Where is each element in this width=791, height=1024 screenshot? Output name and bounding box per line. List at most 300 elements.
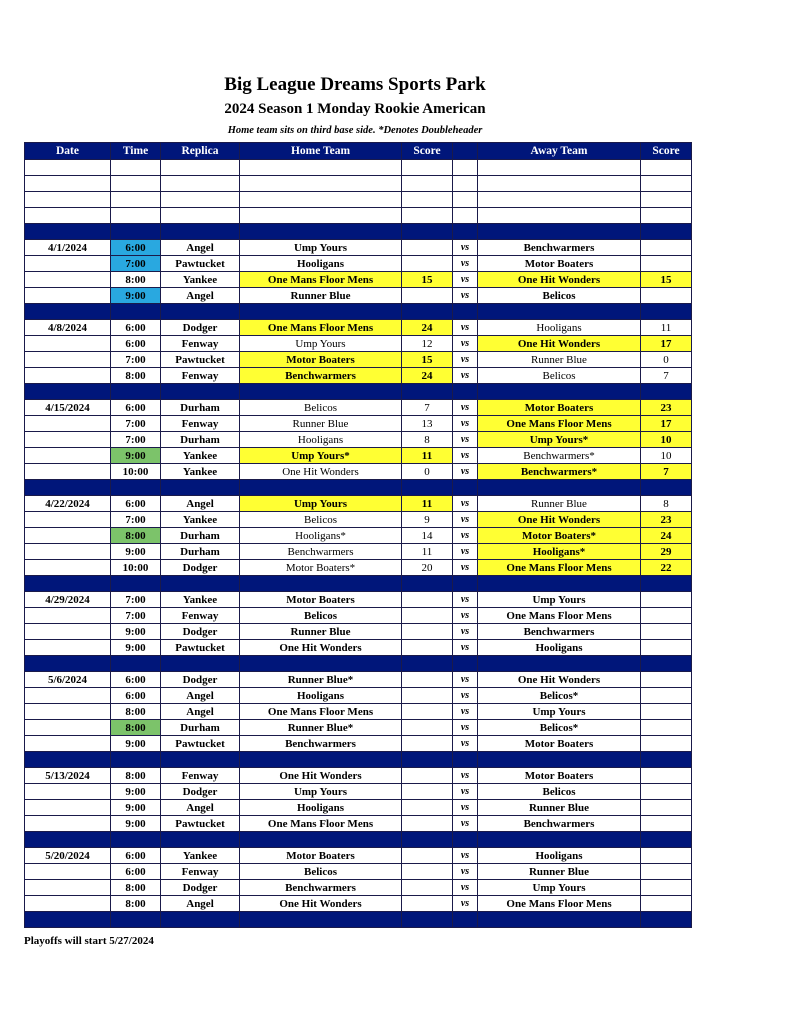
vs-cell: vs — [453, 720, 478, 736]
separator-cell — [453, 384, 478, 400]
column-header: Score — [402, 143, 453, 160]
home-team-cell: Belicos — [240, 608, 402, 624]
away-team-cell: Ump Yours — [478, 880, 641, 896]
home-team-cell: One Mans Floor Mens — [240, 320, 402, 336]
home-team-cell: Runner Blue — [240, 288, 402, 304]
time-cell: 7:00 — [111, 432, 161, 448]
game-row — [25, 720, 692, 736]
empty-cell — [25, 176, 111, 192]
separator-cell — [111, 832, 161, 848]
home-score-cell: 7 — [402, 400, 453, 416]
replica-cell: Durham — [161, 528, 240, 544]
away-score-cell: 10 — [641, 448, 692, 464]
empty-cell — [641, 208, 692, 224]
away-score-cell — [641, 800, 692, 816]
away-team-cell: Benchwarmers — [478, 240, 641, 256]
empty-cell — [161, 160, 240, 176]
game-row — [25, 560, 692, 576]
separator-cell — [111, 656, 161, 672]
vs-cell: vs — [453, 320, 478, 336]
vs-cell: vs — [453, 704, 478, 720]
away-score-cell — [641, 880, 692, 896]
replica-cell: Fenway — [161, 416, 240, 432]
separator-cell — [111, 576, 161, 592]
replica-cell: Fenway — [161, 336, 240, 352]
away-score-cell: 17 — [641, 336, 692, 352]
home-team-cell: One Hit Wonders — [240, 464, 402, 480]
away-score-cell — [641, 704, 692, 720]
game-row — [25, 400, 692, 416]
time-cell: 8:00 — [111, 880, 161, 896]
home-score-cell — [402, 720, 453, 736]
away-team-cell: Ump Yours — [478, 704, 641, 720]
home-team-cell: One Hit Wonders — [240, 640, 402, 656]
game-row — [25, 736, 692, 752]
empty-cell — [161, 192, 240, 208]
separator-cell — [111, 480, 161, 496]
empty-cell — [111, 160, 161, 176]
separator-cell — [161, 832, 240, 848]
away-score-cell — [641, 848, 692, 864]
replica-cell: Angel — [161, 240, 240, 256]
separator-cell — [478, 480, 641, 496]
game-row — [25, 512, 692, 528]
home-team-cell: Runner Blue* — [240, 672, 402, 688]
away-team-cell: One Mans Floor Mens — [478, 416, 641, 432]
game-row — [25, 800, 692, 816]
home-score-cell: 13 — [402, 416, 453, 432]
time-cell: 7:00 — [111, 416, 161, 432]
date-cell — [25, 448, 111, 464]
separator-cell — [240, 656, 402, 672]
separator-cell — [161, 912, 240, 928]
home-team-cell: Belicos — [240, 512, 402, 528]
vs-cell: vs — [453, 512, 478, 528]
replica-cell: Durham — [161, 400, 240, 416]
vs-cell: vs — [453, 448, 478, 464]
time-cell: 6:00 — [111, 864, 161, 880]
home-score-cell — [402, 624, 453, 640]
separator-cell — [25, 752, 111, 768]
home-team-cell: Ump Yours — [240, 336, 402, 352]
separator-cell — [240, 384, 402, 400]
time-cell: 7:00 — [111, 512, 161, 528]
vs-cell: vs — [453, 288, 478, 304]
week-separator — [25, 912, 692, 928]
away-score-cell — [641, 736, 692, 752]
time-cell: 8:00 — [111, 272, 161, 288]
away-team-cell: Motor Boaters* — [478, 528, 641, 544]
vs-cell: vs — [453, 784, 478, 800]
time-cell: 7:00 — [111, 352, 161, 368]
home-score-cell — [402, 896, 453, 912]
time-cell: 6:00 — [111, 400, 161, 416]
game-row — [25, 368, 692, 384]
date-cell — [25, 288, 111, 304]
empty-cell — [240, 192, 402, 208]
replica-cell: Durham — [161, 432, 240, 448]
home-score-cell: 11 — [402, 544, 453, 560]
empty-cell — [453, 208, 478, 224]
separator-cell — [161, 656, 240, 672]
replica-cell: Yankee — [161, 848, 240, 864]
game-row — [25, 592, 692, 608]
home-score-cell: 11 — [402, 448, 453, 464]
home-score-cell — [402, 768, 453, 784]
separator-cell — [478, 752, 641, 768]
replica-cell: Dodger — [161, 880, 240, 896]
separator-cell — [240, 832, 402, 848]
separator-cell — [161, 752, 240, 768]
separator-cell — [402, 752, 453, 768]
replica-cell: Yankee — [161, 448, 240, 464]
separator-cell — [161, 224, 240, 240]
away-team-cell: Ump Yours — [478, 592, 641, 608]
vs-cell: vs — [453, 400, 478, 416]
date-cell — [25, 432, 111, 448]
game-row — [25, 240, 692, 256]
replica-cell: Yankee — [161, 512, 240, 528]
vs-cell: vs — [453, 880, 478, 896]
time-cell: 9:00 — [111, 624, 161, 640]
replica-cell: Fenway — [161, 768, 240, 784]
vs-cell: vs — [453, 560, 478, 576]
separator-cell — [402, 576, 453, 592]
home-team-cell: Benchwarmers — [240, 736, 402, 752]
date-cell: 5/20/2024 — [25, 848, 111, 864]
date-cell — [25, 560, 111, 576]
replica-cell: Fenway — [161, 864, 240, 880]
page-subtitle: 2024 Season 1 Monday Rookie American — [224, 101, 486, 117]
empty-cell — [240, 160, 402, 176]
home-score-cell — [402, 736, 453, 752]
time-cell: 8:00 — [111, 768, 161, 784]
column-header: Home Team — [240, 143, 402, 160]
separator-cell — [402, 832, 453, 848]
week-separator — [25, 480, 692, 496]
home-team-cell: Hooligans — [240, 432, 402, 448]
date-cell: 4/8/2024 — [25, 320, 111, 336]
away-team-cell: Motor Boaters — [478, 256, 641, 272]
blank-row — [25, 192, 692, 208]
game-row — [25, 688, 692, 704]
separator-cell — [161, 480, 240, 496]
home-score-cell: 9 — [402, 512, 453, 528]
date-cell — [25, 736, 111, 752]
game-row — [25, 672, 692, 688]
time-cell: 9:00 — [111, 784, 161, 800]
vs-cell: vs — [453, 240, 478, 256]
home-team-cell: Motor Boaters — [240, 352, 402, 368]
away-team-cell: One Mans Floor Mens — [478, 608, 641, 624]
replica-cell: Pawtucket — [161, 736, 240, 752]
vs-cell: vs — [453, 800, 478, 816]
vs-cell: vs — [453, 368, 478, 384]
empty-cell — [641, 176, 692, 192]
separator-cell — [25, 656, 111, 672]
date-cell: 5/6/2024 — [25, 672, 111, 688]
column-header: Replica — [161, 143, 240, 160]
separator-cell — [25, 384, 111, 400]
away-team-cell: Belicos* — [478, 688, 641, 704]
away-team-cell: Motor Boaters — [478, 768, 641, 784]
column-header: Date — [25, 143, 111, 160]
separator-cell — [161, 304, 240, 320]
empty-cell — [240, 176, 402, 192]
away-team-cell: One Hit Wonders — [478, 512, 641, 528]
home-team-cell: Hooligans — [240, 256, 402, 272]
separator-cell — [641, 832, 692, 848]
away-team-cell: Benchwarmers* — [478, 464, 641, 480]
empty-cell — [453, 176, 478, 192]
empty-cell — [478, 208, 641, 224]
date-cell: 4/1/2024 — [25, 240, 111, 256]
game-row — [25, 320, 692, 336]
empty-cell — [478, 176, 641, 192]
away-score-cell — [641, 896, 692, 912]
separator-cell — [402, 656, 453, 672]
time-cell: 10:00 — [111, 560, 161, 576]
empty-cell — [402, 192, 453, 208]
separator-cell — [402, 304, 453, 320]
home-score-cell: 11 — [402, 496, 453, 512]
empty-cell — [25, 208, 111, 224]
date-cell — [25, 640, 111, 656]
date-cell — [25, 624, 111, 640]
date-cell — [25, 608, 111, 624]
time-cell: 6:00 — [111, 240, 161, 256]
replica-cell: Fenway — [161, 368, 240, 384]
away-score-cell: 24 — [641, 528, 692, 544]
separator-cell — [25, 832, 111, 848]
date-cell — [25, 336, 111, 352]
vs-cell: vs — [453, 848, 478, 864]
date-cell — [25, 544, 111, 560]
separator-cell — [478, 304, 641, 320]
separator-cell — [453, 912, 478, 928]
home-score-cell: 15 — [402, 272, 453, 288]
game-row — [25, 896, 692, 912]
replica-cell: Yankee — [161, 592, 240, 608]
separator-cell — [478, 656, 641, 672]
away-team-cell: Belicos* — [478, 720, 641, 736]
time-cell: 9:00 — [111, 800, 161, 816]
game-row — [25, 864, 692, 880]
vs-cell: vs — [453, 464, 478, 480]
time-cell: 7:00 — [111, 256, 161, 272]
game-row — [25, 288, 692, 304]
away-score-cell: 0 — [641, 352, 692, 368]
date-cell: 4/29/2024 — [25, 592, 111, 608]
home-score-cell — [402, 640, 453, 656]
away-score-cell — [641, 864, 692, 880]
replica-cell: Angel — [161, 496, 240, 512]
away-score-cell: 11 — [641, 320, 692, 336]
date-cell — [25, 256, 111, 272]
home-team-cell: Ump Yours — [240, 784, 402, 800]
away-score-cell: 15 — [641, 272, 692, 288]
replica-cell: Angel — [161, 288, 240, 304]
away-score-cell: 7 — [641, 368, 692, 384]
home-score-cell — [402, 816, 453, 832]
vs-cell: vs — [453, 416, 478, 432]
home-team-cell: Ump Yours — [240, 496, 402, 512]
game-row — [25, 544, 692, 560]
time-cell: 7:00 — [111, 608, 161, 624]
separator-cell — [240, 752, 402, 768]
time-cell: 8:00 — [111, 720, 161, 736]
away-team-cell: One Mans Floor Mens — [478, 896, 641, 912]
separator-cell — [111, 752, 161, 768]
separator-cell — [478, 832, 641, 848]
home-score-cell — [402, 800, 453, 816]
home-team-cell: Benchwarmers — [240, 544, 402, 560]
separator-cell — [25, 912, 111, 928]
home-team-cell: Runner Blue — [240, 624, 402, 640]
separator-cell — [478, 576, 641, 592]
vs-cell: vs — [453, 272, 478, 288]
date-cell — [25, 528, 111, 544]
time-cell: 8:00 — [111, 528, 161, 544]
empty-cell — [161, 208, 240, 224]
separator-cell — [641, 480, 692, 496]
home-team-cell: Motor Boaters — [240, 592, 402, 608]
home-score-cell — [402, 864, 453, 880]
empty-cell — [641, 160, 692, 176]
replica-cell: Yankee — [161, 464, 240, 480]
empty-cell — [111, 192, 161, 208]
home-team-cell: One Hit Wonders — [240, 768, 402, 784]
away-score-cell — [641, 672, 692, 688]
date-cell — [25, 720, 111, 736]
separator-cell — [240, 304, 402, 320]
date-cell — [25, 880, 111, 896]
home-score-cell: 14 — [402, 528, 453, 544]
away-score-cell: 23 — [641, 400, 692, 416]
home-score-cell — [402, 672, 453, 688]
week-separator — [25, 384, 692, 400]
date-cell — [25, 864, 111, 880]
replica-cell: Dodger — [161, 624, 240, 640]
game-row — [25, 640, 692, 656]
separator-cell — [111, 912, 161, 928]
home-team-cell: Belicos — [240, 400, 402, 416]
empty-cell — [25, 160, 111, 176]
date-cell: 5/13/2024 — [25, 768, 111, 784]
away-team-cell: Motor Boaters — [478, 736, 641, 752]
vs-cell: vs — [453, 544, 478, 560]
empty-cell — [25, 192, 111, 208]
date-cell — [25, 368, 111, 384]
empty-cell — [453, 160, 478, 176]
replica-cell: Dodger — [161, 672, 240, 688]
game-row — [25, 448, 692, 464]
separator-cell — [25, 576, 111, 592]
replica-cell: Angel — [161, 800, 240, 816]
empty-cell — [478, 192, 641, 208]
away-score-cell — [641, 256, 692, 272]
date-cell — [25, 464, 111, 480]
time-cell: 6:00 — [111, 496, 161, 512]
empty-cell — [111, 208, 161, 224]
home-score-cell — [402, 848, 453, 864]
away-team-cell: Belicos — [478, 784, 641, 800]
away-team-cell: One Hit Wonders — [478, 272, 641, 288]
home-score-cell — [402, 240, 453, 256]
empty-cell — [641, 192, 692, 208]
date-cell — [25, 416, 111, 432]
separator-cell — [25, 480, 111, 496]
away-score-cell — [641, 784, 692, 800]
time-cell: 6:00 — [111, 848, 161, 864]
vs-cell: vs — [453, 768, 478, 784]
game-row — [25, 256, 692, 272]
away-team-cell: Runner Blue — [478, 496, 641, 512]
separator-cell — [641, 304, 692, 320]
game-row — [25, 528, 692, 544]
date-cell — [25, 352, 111, 368]
week-separator — [25, 304, 692, 320]
separator-cell — [453, 752, 478, 768]
home-team-cell: Hooligans* — [240, 528, 402, 544]
game-row — [25, 336, 692, 352]
empty-cell — [402, 160, 453, 176]
separator-cell — [641, 224, 692, 240]
time-cell: 8:00 — [111, 704, 161, 720]
home-score-cell — [402, 704, 453, 720]
blank-row — [25, 160, 692, 176]
vs-cell: vs — [453, 864, 478, 880]
game-row — [25, 704, 692, 720]
date-cell — [25, 272, 111, 288]
empty-cell — [402, 176, 453, 192]
game-row — [25, 416, 692, 432]
away-team-cell: One Mans Floor Mens — [478, 560, 641, 576]
separator-cell — [25, 224, 111, 240]
away-team-cell: One Hit Wonders — [478, 336, 641, 352]
time-cell: 6:00 — [111, 688, 161, 704]
column-header: Away Team — [478, 143, 641, 160]
game-row — [25, 848, 692, 864]
home-team-cell: Benchwarmers — [240, 880, 402, 896]
date-cell — [25, 816, 111, 832]
home-score-cell — [402, 256, 453, 272]
home-team-cell: Motor Boaters — [240, 848, 402, 864]
separator-cell — [641, 576, 692, 592]
separator-cell — [402, 224, 453, 240]
away-score-cell — [641, 240, 692, 256]
date-cell: 4/22/2024 — [25, 496, 111, 512]
replica-cell: Pawtucket — [161, 640, 240, 656]
away-score-cell — [641, 640, 692, 656]
column-header: Score — [641, 143, 692, 160]
replica-cell: Dodger — [161, 784, 240, 800]
replica-cell: Durham — [161, 544, 240, 560]
table-header-row — [25, 143, 692, 160]
game-row — [25, 816, 692, 832]
week-separator — [25, 656, 692, 672]
game-row — [25, 496, 692, 512]
date-cell — [25, 784, 111, 800]
separator-cell — [641, 656, 692, 672]
replica-cell: Dodger — [161, 320, 240, 336]
separator-cell — [111, 224, 161, 240]
separator-cell — [240, 224, 402, 240]
home-team-cell: Hooligans — [240, 688, 402, 704]
home-team-cell: Belicos — [240, 864, 402, 880]
time-cell: 9:00 — [111, 448, 161, 464]
replica-cell: Yankee — [161, 272, 240, 288]
